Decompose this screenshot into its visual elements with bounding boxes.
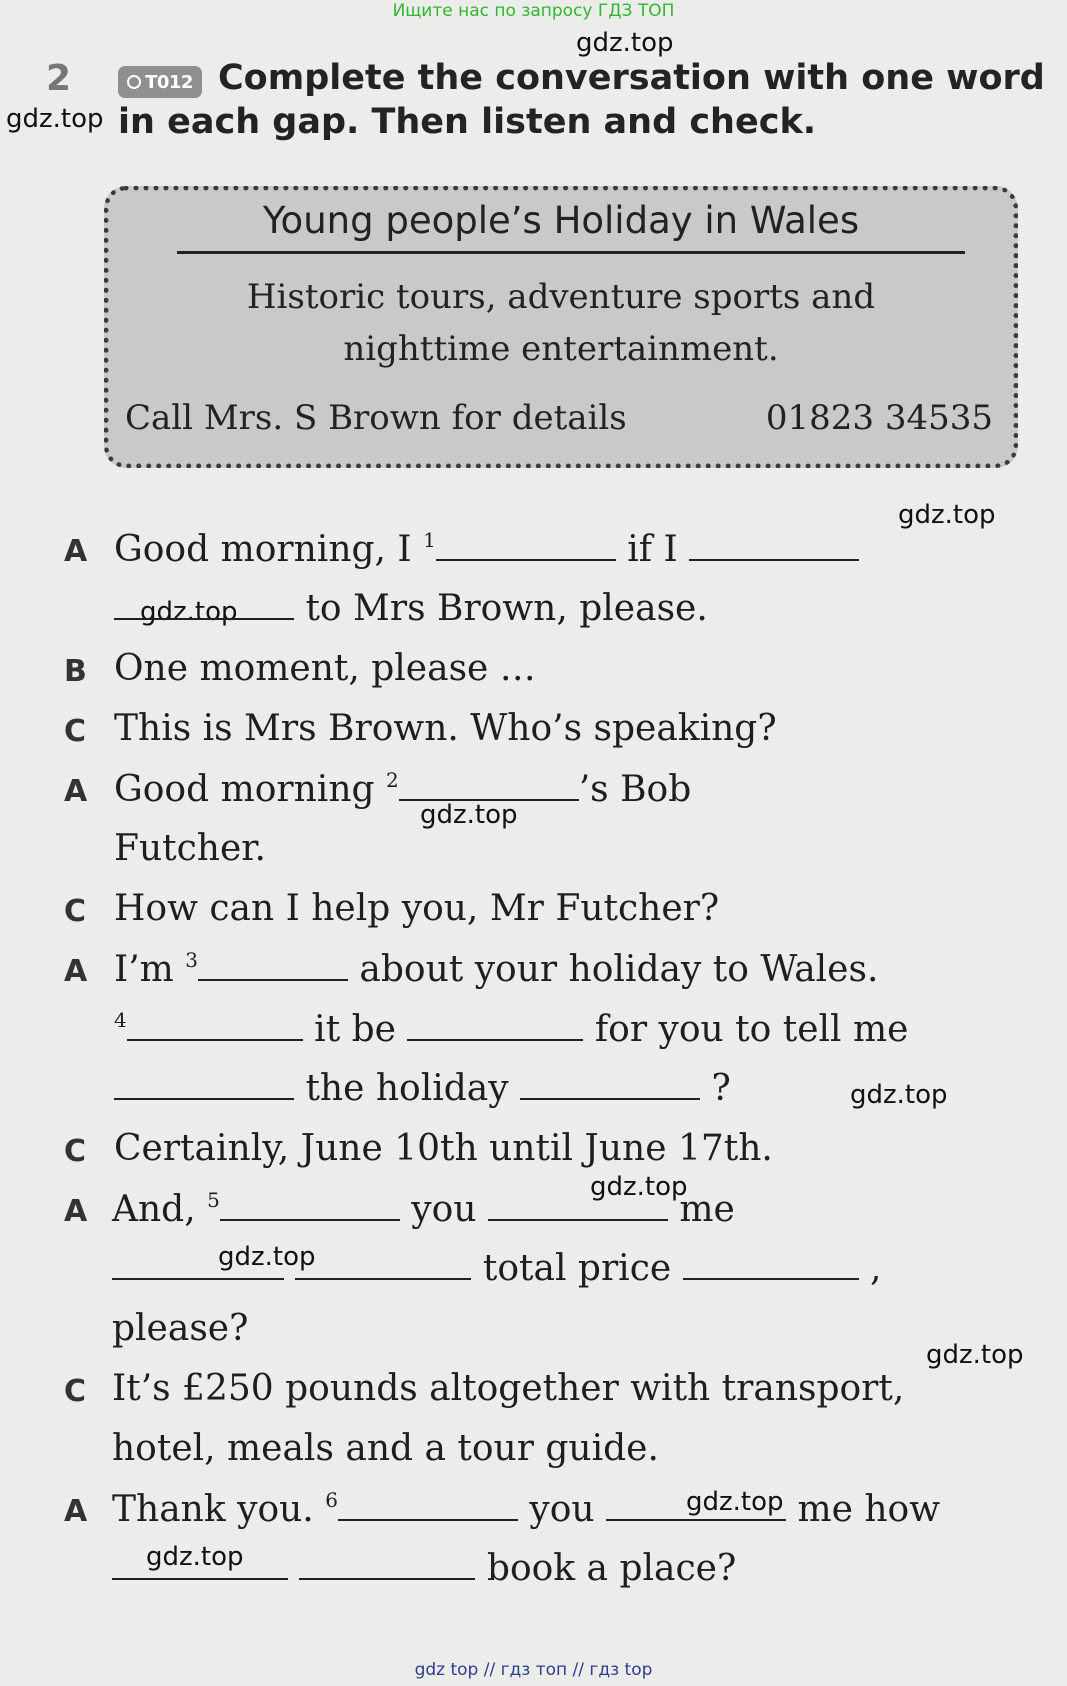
line-text: And, [112,1189,208,1230]
gap-number: 4 [114,1008,127,1032]
line-text: Good morning, I [114,529,424,570]
answer-gap[interactable] [520,1068,700,1100]
answer-gap[interactable] [689,529,859,561]
advert-title: Young people’s Holiday in Wales [262,199,860,242]
watermark: gdz.top [926,1340,1024,1370]
line-text: the holiday [294,1068,521,1109]
audio-disc-icon [127,75,141,89]
watermark: gdz.top [140,597,238,627]
line-text: How can I help you, Mr Futcher? [114,888,720,929]
line-text: , [858,1248,882,1289]
instruction-line-2: in each gap. Then listen and check. [118,102,817,142]
line-text: total price [471,1248,683,1289]
answer-gap[interactable] [338,1489,518,1521]
advert-line: Historic tours, adventure sports and [246,277,876,317]
speaker-label: B [64,654,87,689]
watermark: gdz.top [146,1542,244,1572]
gap-number: 6 [325,1488,338,1512]
watermark: gdz.top [850,1080,948,1110]
site-footer[interactable]: gdz top // гдз топ // гдз top [414,1660,653,1680]
answer-gap[interactable] [112,1548,288,1580]
answer-gap[interactable] [112,1248,284,1280]
answer-gap[interactable] [683,1248,859,1280]
speaker-label: C [64,714,87,749]
speaker-label: A [64,1194,88,1229]
line-text: for you to tell me [583,1009,909,1050]
gap-number: 1 [423,528,436,552]
speaker-label: A [64,534,88,569]
answer-gap[interactable] [399,769,579,801]
answer-gap[interactable] [220,1189,400,1221]
answer-gap[interactable] [114,1068,294,1100]
watermark: gdz.top [576,28,674,58]
watermark: gdz.top [218,1242,316,1272]
line-text: Futcher. [114,828,266,869]
answer-gap[interactable] [295,1248,471,1280]
line-text: about your holiday to Wales. [347,949,879,990]
line-text: This is Mrs Brown. Who’s speaking? [114,708,777,749]
audio-track-label: T012 [145,71,193,93]
line-text: it be [302,1009,408,1050]
speaker-label: A [64,954,88,989]
watermark: gdz.top [420,800,518,830]
answer-gap[interactable] [436,529,616,561]
line-text: you [517,1489,607,1530]
speaker-label: C [64,1134,87,1169]
answer-gap[interactable] [488,1189,668,1221]
watermark: gdz.top [898,500,996,530]
watermark: gdz.top [6,104,104,134]
line-text: ’s Bob [578,769,692,810]
line-text: please? [112,1308,249,1349]
advert-line: nighttime entertainment. [343,329,779,369]
holiday-advert [104,186,1018,468]
line-text: Thank you. [112,1489,326,1530]
exercise-number: 2 [46,58,72,99]
watermark: gdz.top [686,1487,784,1517]
line-text: hotel, meals and a tour guide. [112,1428,659,1469]
speaker-label: A [64,774,88,809]
answer-gap[interactable] [299,1548,475,1580]
line-text: book a place? [475,1548,737,1589]
line-text: It’s £250 pounds altogether with transport, [112,1368,905,1409]
gap-number: 2 [386,768,399,792]
line-text: ? [700,1068,731,1109]
answer-gap[interactable] [407,1009,583,1041]
line-text: you [399,1189,488,1230]
answer-gap[interactable] [198,949,348,981]
advert-divider [177,251,965,254]
line-text: Good morning [114,769,386,810]
instruction-line-1: Complete the conversation with one word [218,58,1045,98]
answer-gap[interactable] [127,1009,303,1041]
line-text: me how [786,1489,941,1530]
gap-number: 3 [185,948,198,972]
answer-gap[interactable] [606,1489,786,1521]
line-text: Certainly, June 10th until June 17th. [114,1128,773,1169]
speaker-label: C [64,894,87,929]
line-text: I’m [114,949,186,990]
watermark: gdz.top [590,1172,688,1202]
speaker-label: A [64,1494,88,1529]
advert-phone: 01823 34535 [765,398,993,438]
line-text: One moment, please … [114,648,536,689]
line-text: me [667,1189,735,1230]
answer-gap[interactable] [114,588,294,620]
line-text: if I [615,529,690,570]
line-text: to Mrs Brown, please. [294,588,708,629]
audio-track-badge[interactable] [118,66,202,98]
site-banner[interactable]: Ищите нас по запросу ГДЗ ТОП [392,1,675,21]
gap-number: 5 [207,1188,220,1212]
advert-contact: Call Mrs. S Brown for details [125,398,627,438]
speaker-label: C [64,1374,87,1409]
